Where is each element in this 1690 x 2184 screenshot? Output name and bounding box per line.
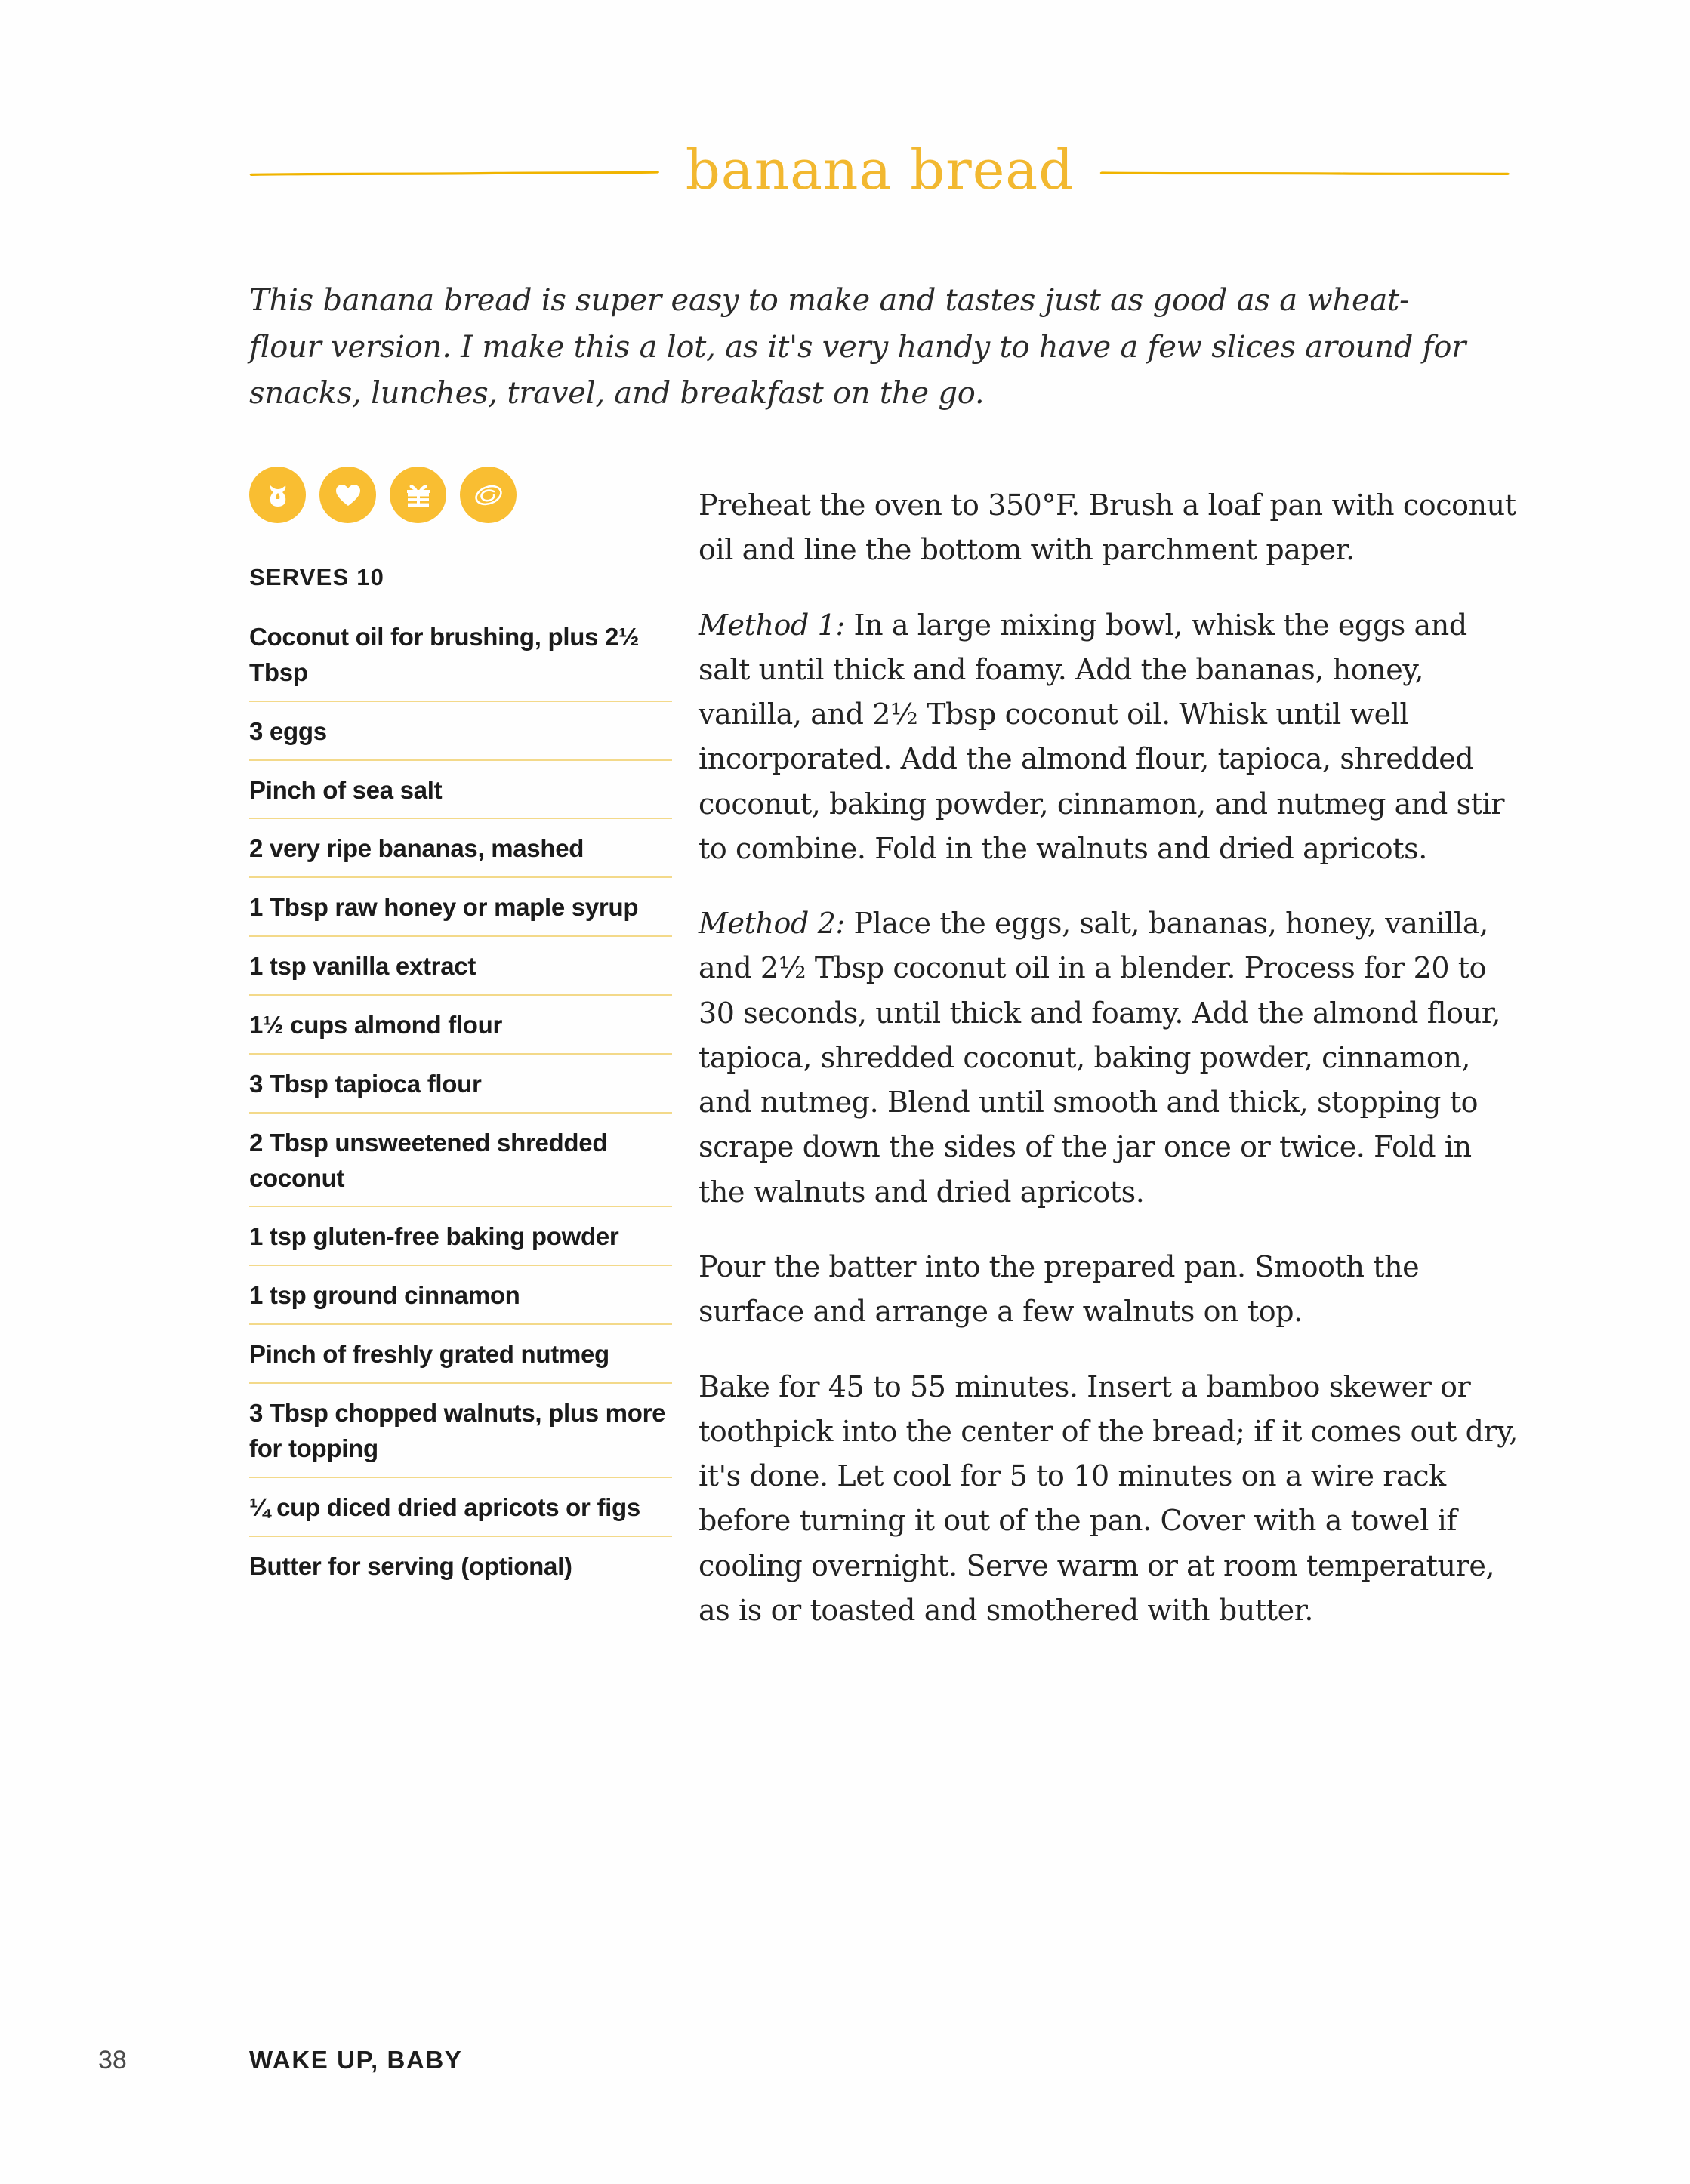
instruction-text: Preheat the oven to 350°F. Brush a loaf pan with coconut oil and line the bottom with parchment paper. [699,488,1516,567]
ingredient-item: Butter for serving (optional) [249,1551,572,1580]
instruction-text: In a large mixing bowl, whisk the eggs and salt until thick and foamy. Add the bananas, honey, vanilla, and 2½ Tbsp coconut oil. Whisk until well incorporated. Add the almond flour, tapioca, shredded coconut, baking powder, cinnamon, and nutmeg and stir to combine. Fold in the walnuts and dried apricots. [699,608,1505,865]
egg-swirl-icon [471,478,506,513]
badge-gift-box [390,467,446,523]
heart-icon [332,479,365,512]
ingredient-item: 1 tsp ground cinnamon [249,1278,672,1325]
instruction-step [699,483,1522,573]
ingredient-item: Pinch of freshly grated nutmeg [249,1337,672,1384]
badge-heart [319,467,376,523]
ingredient-item: Pinch of sea salt [249,773,672,820]
badge-egg-swirl [460,467,517,523]
ingredient-item: Coconut oil for brushing, plus 2½ Tbsp [249,620,672,702]
header-rule-left [249,170,660,177]
ingredients-column [249,467,672,1606]
instruction-step [699,901,1522,1215]
header-rule-right [1099,170,1510,177]
page-footer [98,2046,1533,2075]
instruction-text: Bake for 45 to 55 minutes. Insert a bamboo skewer or toothpick into the center of the bread; if it comes out dry, it's done. Let cool for 5 to 10 minutes on a wire rack before turning it out of the pan. Cover with a towel if cooling overnight. Serve warm or at room temperature, as is or toasted and smothered with butter. [699,1369,1518,1627]
ingredient-item: 3 Tbsp tapioca flour [249,1067,672,1114]
instruction-text: Pour the batter into the prepared pan. Smooth the surface and arrange a few walnuts on top. [699,1249,1420,1329]
chapter-title: WAKE UP, BABY [249,2046,463,2074]
instruction-step [699,603,1522,872]
instruction-step [699,1365,1522,1634]
ingredient-list [249,620,672,1594]
method-label: Method 1: [699,608,845,642]
ingredient-item: 2 Tbsp unsweetened shredded coconut [249,1126,672,1208]
ingredient-item: 1 Tbsp raw honey or maple syrup [249,890,672,937]
ingredient-item: 1½ cups almond flour [249,1008,672,1055]
page-title: banana bread [685,138,1075,202]
ingredient-item: 1 tsp gluten-free baking powder [249,1219,672,1266]
badge-chicken [249,467,306,523]
recipe-header [249,132,1510,215]
chicken-icon [261,478,295,513]
method-label: Method 2: [699,907,845,941]
ingredient-item: ¼ cup diced dried apricots or figs [249,1490,672,1537]
ingredient-item: 3 eggs [249,714,672,761]
ingredient-item: 2 very ripe bananas, mashed [249,831,672,878]
ingredient-item: 1 tsp vanilla extract [249,949,672,996]
gift-box-icon [402,479,435,512]
instruction-text: Place the eggs, salt, bananas, honey, vanilla, and 2½ Tbsp coconut oil in a blender. Process for 20 to 30 seconds, until thick and foamy. Add the almond flour, tapioca, shredded coconut, baking powder, cinnamon, and nutmeg. Blend until smooth and thick, stopping to scrape down the sides of the jar once or twice. Fold in the walnuts and dried apricots. [699,907,1500,1209]
instruction-step [699,1245,1522,1335]
badge-row [249,467,672,523]
ingredient-item: 3 Tbsp chopped walnuts, plus more for topping [249,1396,672,1478]
recipe-intro: This banana bread is super easy to make and tastes just as good as a wheat-flour version. I make this a lot, as it's very handy to have a few slices around for snacks, lunches, travel, and breakfast on the go. [249,283,1466,411]
instructions-column [699,483,1522,1633]
page-number: 38 [98,2046,127,2075]
serves-label: SERVES 10 [249,564,385,590]
